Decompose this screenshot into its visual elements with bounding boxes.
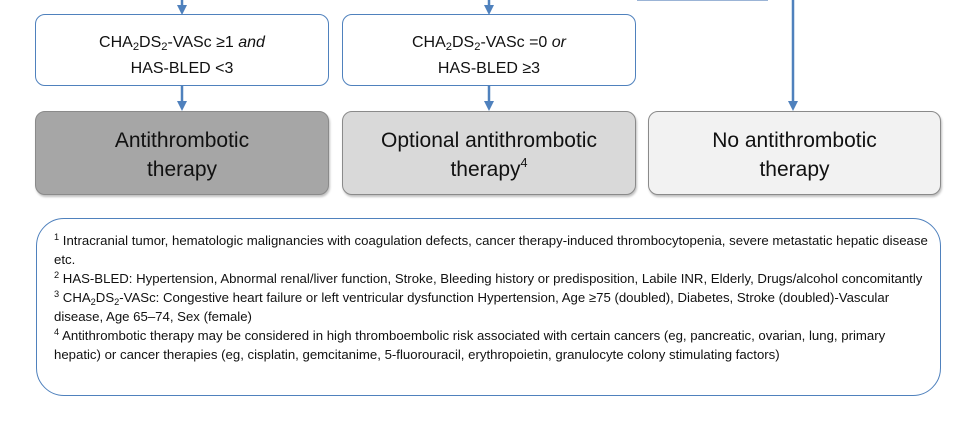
footnote-3: $^3$ $CHA_2DS_2$-VASc: Congestive heart failure or left ventricular dysfunction Hypertension, Age ≥75 (doubled), Diabetes, Stroke (doubled)-Vascular disease, Age 65–74, Sex (female) xyxy=(54,289,890,324)
outcome-antithrombotic-therapy xyxy=(35,111,329,195)
condition-box-left xyxy=(35,14,329,86)
connector-or: or xyxy=(551,34,566,51)
footnote-1: $^1$ Intracranial tumor, hematologic malignancies with coagulation defects, cancer therapy-induced thrombocytopenia, severe metastatic hepatic disease etc. xyxy=(54,232,928,267)
footnote-ref-4: 4 xyxy=(520,156,528,170)
outcome-none-line1: No antithrombotic xyxy=(712,129,877,152)
footnotes-box xyxy=(36,218,941,396)
footnote-4: $^4$ Antithrombotic therapy may be considered in high thromboembolic risk associated with certain cancers (eg, pancreatic, ovarian, lung, primary hepatic) or cancer therapies (eg, cisplatin, gemcitanime, 5-fluorouracil, erythropoietin, granulocyte colony stimulating factors) xyxy=(54,327,886,362)
outcome-antithrombotic-line2: therapy xyxy=(146,158,218,181)
outcome-optional-line1: Optional antithrombotic xyxy=(381,129,597,152)
outcome-optional-line2: therapy$^4$ xyxy=(450,156,528,181)
footnote-2: $^2$ HAS-BLED: Hypertension, Abnormal renal/liver function, Stroke, Bleeding history or predisposition, Labile INR, Elderly, Drugs/alcohol concomitantly xyxy=(54,270,923,286)
condition-left-line2: HAS-BLED <3 xyxy=(130,60,234,77)
outcome-none-line2: therapy xyxy=(759,158,830,181)
outcome-optional-antithrombotic-therapy xyxy=(342,111,636,195)
condition-box-middle xyxy=(342,14,636,86)
condition-left-line1: $CHA_2DS_2$-VASc ≥1 and xyxy=(99,34,265,53)
outcome-antithrombotic-line1: Antithrombotic xyxy=(114,129,250,152)
connector-and: and xyxy=(238,34,265,51)
condition-middle-line2: HAS-BLED ≥3 xyxy=(437,60,541,77)
outcome-no-antithrombotic-therapy xyxy=(648,111,941,195)
condition-middle-line1: $CHA_2DS_2$-VASc =0 or xyxy=(411,34,566,53)
